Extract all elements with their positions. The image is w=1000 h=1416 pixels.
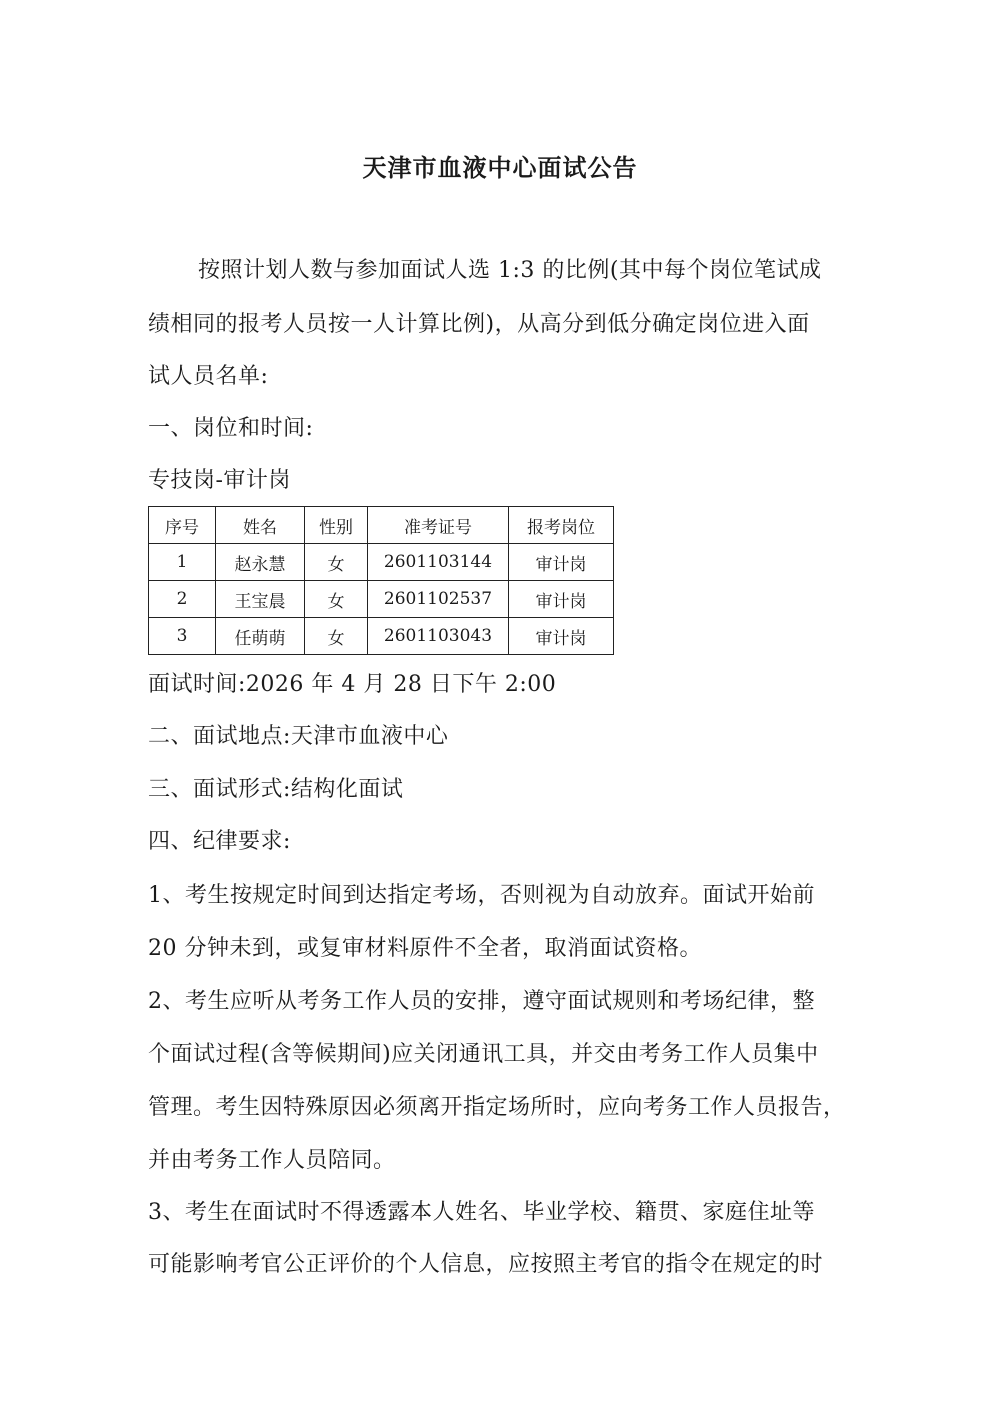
cell-name: 赵永慧 <box>216 544 305 581</box>
post-title: 专技岗-审计岗 <box>148 468 291 493</box>
section-2-location: 二、面试地点:天津市血液中心 <box>148 724 449 749</box>
cell-gender: 女 <box>305 544 368 581</box>
section-3-format: 三、面试形式:结构化面试 <box>148 777 404 802</box>
cell-gender: 女 <box>305 618 368 655</box>
rule-line: 20 分钟未到，或复审材料原件不全者，取消面试资格。 <box>148 936 702 961</box>
cell-seq: 2 <box>149 581 216 618</box>
rule-line: 管理。考生因特殊原因必须离开指定场所时，应向考务工作人员报告， <box>148 1095 846 1120</box>
table-row <box>149 618 614 655</box>
cell-name: 任萌萌 <box>216 618 305 655</box>
cell-position: 审计岗 <box>509 618 614 655</box>
intro-line-3: 试人员名单: <box>148 364 269 389</box>
cell-seq: 3 <box>149 618 216 655</box>
rule-line: 3、考生在面试时不得透露本人姓名、毕业学校、籍贯、家庭住址等 <box>148 1200 815 1225</box>
cell-exam-id: 2601103144 <box>368 544 509 581</box>
table-header-row <box>149 507 614 544</box>
section-1-heading: 一、岗位和时间: <box>148 416 314 441</box>
interview-time: 面试时间:2026 年 4 月 28 日下午 2:00 <box>148 672 557 697</box>
header-position: 报考岗位 <box>509 507 614 544</box>
cell-exam-id: 2601103043 <box>368 618 509 655</box>
rule-line: 1、考生按规定时间到达指定考场，否则视为自动放弃。面试开始前 <box>148 883 815 908</box>
rule-line: 2、考生应听从考务工作人员的安排，遵守面试规则和考场纪律，整 <box>148 989 815 1014</box>
table-row <box>149 544 614 581</box>
table-row <box>149 581 614 618</box>
rule-line: 可能影响考官公正评价的个人信息，应按照主考官的指令在规定的时 <box>148 1252 824 1277</box>
candidate-table <box>148 506 614 655</box>
header-name: 姓名 <box>216 507 305 544</box>
section-4-heading: 四、纪律要求: <box>148 829 291 854</box>
cell-exam-id: 2601102537 <box>368 581 509 618</box>
rule-line: 个面试过程(含等候期间)应关闭通讯工具，并交由考务工作人员集中 <box>148 1042 819 1067</box>
intro-line-2: 绩相同的报考人员按一人计算比例)，从高分到低分确定岗位进入面 <box>148 312 810 337</box>
page-title: 天津市血液中心面试公告 <box>362 153 638 182</box>
header-gender: 性别 <box>305 507 368 544</box>
header-exam-id: 准考证号 <box>368 507 509 544</box>
rule-line: 并由考务工作人员陪同。 <box>148 1148 396 1173</box>
header-seq: 序号 <box>149 507 216 544</box>
cell-seq: 1 <box>149 544 216 581</box>
cell-gender: 女 <box>305 581 368 618</box>
cell-position: 审计岗 <box>509 581 614 618</box>
cell-position: 审计岗 <box>509 544 614 581</box>
intro-line-1: 按照计划人数与参加面试人选 1:3 的比例(其中每个岗位笔试成 <box>198 258 822 283</box>
cell-name: 王宝晨 <box>216 581 305 618</box>
